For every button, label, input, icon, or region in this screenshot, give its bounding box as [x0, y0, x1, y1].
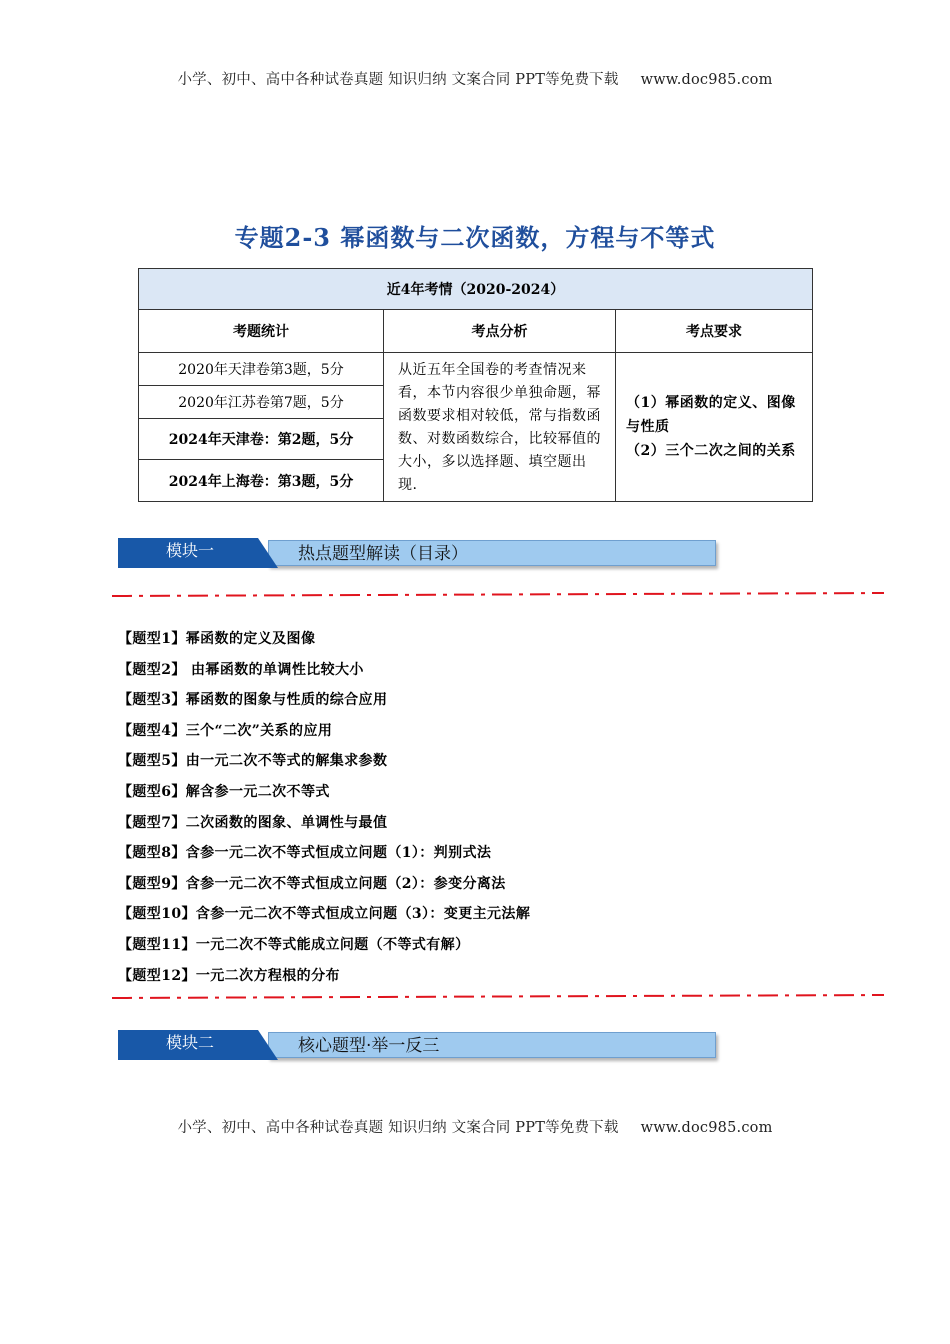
list-item[interactable]: 【题型8】含参一元二次不等式恒成立问题（1）：判别式法 — [118, 845, 492, 862]
module-two-title: 核心题型·举一反三 — [298, 1036, 440, 1056]
list-item[interactable]: 【题型7】二次函数的图象、单调性与最值 — [118, 814, 388, 831]
list-item[interactable]: 【题型12】一元二次方程根的分布 — [118, 967, 340, 984]
list-item[interactable]: 【题型5】由一元二次不等式的解集求参数 — [118, 753, 388, 770]
exam-stat-row: 2020年江苏卷第7题，5分 — [139, 385, 384, 418]
table-header-stats: 考题统计 — [139, 310, 384, 353]
module-one-tag-label: 模块一 — [166, 541, 215, 560]
list-item[interactable]: 【题型11】一元二次不等式能成立问题（不等式有解） — [118, 936, 470, 953]
list-item[interactable]: 【题型1】幂函数的定义及图像 — [118, 631, 316, 647]
requirement-item: （1）幂函数的定义、图像与性质 — [626, 395, 796, 435]
header-text: 小学、初中、高中各种试卷真题 知识归纳 文案合同 PPT等免费下载 — [177, 72, 619, 88]
footer-url[interactable]: www.doc985.com — [640, 1120, 773, 1136]
list-item[interactable]: 【题型9】含参一元二次不等式恒成立问题（2）：参变分离法 — [118, 875, 506, 892]
exam-stat-row: 2024年天津卷：第2题，5分 — [139, 418, 384, 460]
header-url[interactable]: www.doc985.com — [640, 72, 773, 88]
list-item[interactable]: 【题型4】三个“二次”关系的应用 — [118, 722, 333, 739]
table-caption: 近4年考情（2020-2024） — [139, 269, 813, 310]
requirement-item: （2）三个二次之间的关系 — [626, 443, 796, 459]
exam-situation-table — [138, 268, 813, 502]
module-one-title: 热点题型解读（目录） — [298, 544, 468, 564]
page-title: 专题2-3 幂函数与二次函数，方程与不等式 — [234, 223, 716, 252]
footer-text: 小学、初中、高中各种试卷真题 知识归纳 文案合同 PPT等免费下载 — [177, 1120, 619, 1136]
module-two-tag-label: 模块二 — [166, 1033, 215, 1052]
exam-stat-row: 2024年上海卷：第3题，5分 — [139, 460, 384, 502]
list-item[interactable]: 【题型2】 由幂函数的单调性比较大小 — [118, 661, 364, 678]
exam-requirements-cell — [616, 353, 813, 502]
page-footer — [0, 1116, 950, 1137]
exam-stat-row: 2020年天津卷第3题，5分 — [139, 353, 384, 386]
list-item[interactable]: 【题型3】幂函数的图象与性质的综合应用 — [118, 692, 388, 709]
module-two-banner — [118, 1030, 718, 1060]
exam-analysis-cell: 从近五年全国卷的考查情况来看，本节内容很少单独命题，幂函数要求相对较低，常与指数函数、对数函数综合，比较幂值的大小，多以选择题、填空题出现. — [384, 353, 616, 502]
table-header-analysis: 考点分析 — [384, 310, 616, 353]
list-item[interactable]: 【题型6】解含参一元二次不等式 — [118, 783, 330, 800]
module-one-banner — [118, 538, 718, 568]
question-type-list — [118, 628, 530, 995]
list-item[interactable]: 【题型10】含参一元二次不等式恒成立问题（3）：变更主元法解 — [118, 906, 531, 923]
red-dash-divider — [112, 994, 884, 1000]
table-header-requirements: 考点要求 — [616, 310, 813, 353]
red-dash-divider — [112, 592, 884, 598]
page-header — [0, 68, 950, 89]
